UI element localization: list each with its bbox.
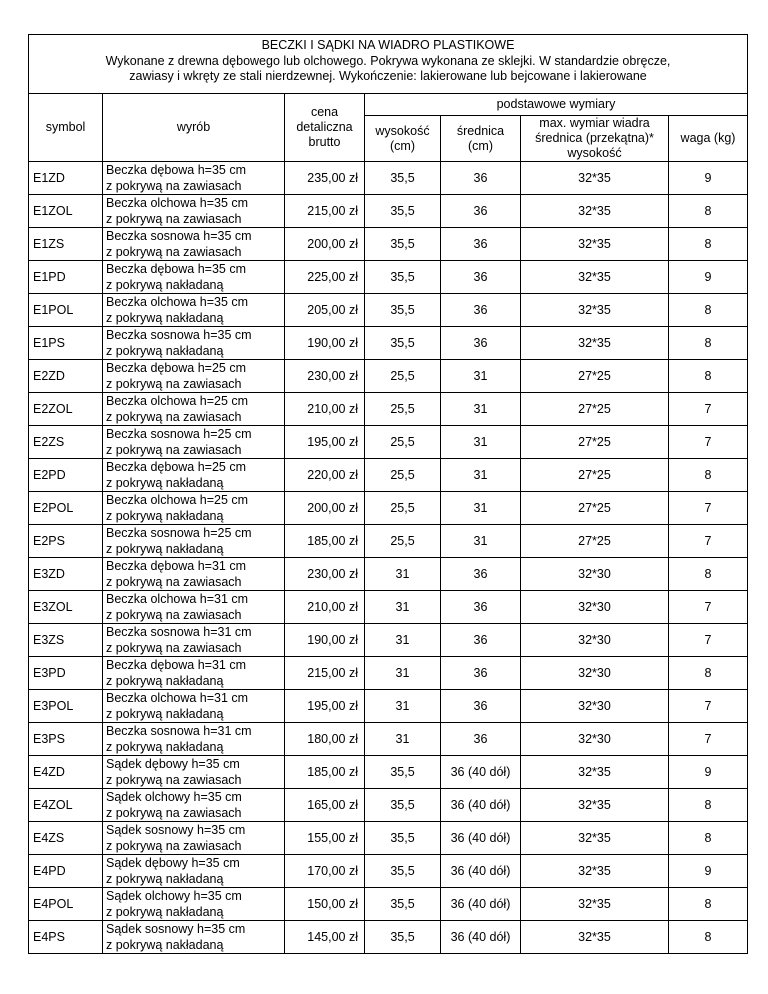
diameter-cell: 36 bbox=[441, 261, 521, 294]
table-row bbox=[29, 624, 748, 657]
price-cell: 195,00 zł bbox=[285, 426, 365, 459]
diameter-header-line2: (cm) bbox=[468, 138, 493, 153]
table-row bbox=[29, 195, 748, 228]
price-cell: 180,00 zł bbox=[285, 723, 365, 756]
product-cell bbox=[103, 723, 285, 756]
bucket-size-cell: 27*25 bbox=[521, 492, 669, 525]
table-row bbox=[29, 822, 748, 855]
bucket-size-cell: 32*35 bbox=[521, 888, 669, 921]
symbol-cell: E3PD bbox=[29, 657, 103, 690]
product-cell bbox=[103, 525, 285, 558]
diameter-cell: 36 bbox=[441, 657, 521, 690]
price-cell: 185,00 zł bbox=[285, 525, 365, 558]
weight-cell: 8 bbox=[669, 822, 748, 855]
product-cell bbox=[103, 195, 285, 228]
diameter-cell: 31 bbox=[441, 492, 521, 525]
height-cell: 35,5 bbox=[365, 195, 441, 228]
diameter-cell: 36 (40 dół) bbox=[441, 822, 521, 855]
product-name: Beczka olchowa h=35 cm bbox=[106, 196, 249, 210]
price-cell: 205,00 zł bbox=[285, 294, 365, 327]
product-name: Beczka dębowa h=25 cm bbox=[106, 361, 247, 375]
symbol-cell: E4POL bbox=[29, 888, 103, 921]
weight-cell: 7 bbox=[669, 426, 748, 459]
symbol-cell: E2ZOL bbox=[29, 393, 103, 426]
table-row bbox=[29, 393, 748, 426]
product-cell bbox=[103, 921, 285, 954]
price-cell: 190,00 zł bbox=[285, 624, 365, 657]
weight-cell: 7 bbox=[669, 492, 748, 525]
price-header bbox=[285, 94, 365, 162]
product-name: Beczka dębowa h=25 cm bbox=[106, 460, 247, 474]
product-lid-type: z pokrywą na zawiasach bbox=[106, 245, 242, 259]
diameter-header-line1: średnica bbox=[456, 123, 505, 138]
product-lid-type: z pokrywą na zawiasach bbox=[106, 377, 242, 391]
bucket-header-line1: max. wymiar wiadra bbox=[539, 116, 650, 130]
product-lid-type: z pokrywą nakładaną bbox=[106, 509, 224, 523]
document-header-row bbox=[29, 35, 748, 94]
weight-cell: 7 bbox=[669, 624, 748, 657]
table-row bbox=[29, 723, 748, 756]
bucket-size-cell: 32*30 bbox=[521, 558, 669, 591]
product-cell bbox=[103, 162, 285, 195]
product-name: Sądek sosnowy h=35 cm bbox=[106, 922, 246, 936]
weight-cell: 8 bbox=[669, 558, 748, 591]
table-row bbox=[29, 789, 748, 822]
height-cell: 31 bbox=[365, 558, 441, 591]
product-lid-type: z pokrywą nakładaną bbox=[106, 872, 224, 886]
diameter-header bbox=[441, 116, 521, 162]
bucket-header-line3: wysokość bbox=[567, 146, 622, 160]
bucket-size-cell: 32*35 bbox=[521, 162, 669, 195]
diameter-cell: 36 bbox=[441, 228, 521, 261]
height-cell: 35,5 bbox=[365, 261, 441, 294]
diameter-cell: 36 (40 dół) bbox=[441, 921, 521, 954]
price-header-line3: brutto bbox=[308, 135, 341, 149]
dimensions-group-header: podstawowe wymiary bbox=[365, 94, 748, 116]
price-table bbox=[28, 34, 748, 954]
price-cell: 190,00 zł bbox=[285, 327, 365, 360]
price-header-line2: detaliczna bbox=[296, 120, 353, 134]
product-cell bbox=[103, 228, 285, 261]
weight-cell: 8 bbox=[669, 228, 748, 261]
table-row bbox=[29, 921, 748, 954]
product-name: Beczka olchowa h=35 cm bbox=[106, 295, 249, 309]
product-cell bbox=[103, 558, 285, 591]
table-row bbox=[29, 888, 748, 921]
diameter-cell: 36 bbox=[441, 162, 521, 195]
symbol-cell: E4ZOL bbox=[29, 789, 103, 822]
table-row bbox=[29, 426, 748, 459]
weight-cell: 8 bbox=[669, 327, 748, 360]
price-cell: 200,00 zł bbox=[285, 492, 365, 525]
height-cell: 35,5 bbox=[365, 327, 441, 360]
symbol-cell: E3POL bbox=[29, 690, 103, 723]
price-cell: 145,00 zł bbox=[285, 921, 365, 954]
symbol-cell: E2POL bbox=[29, 492, 103, 525]
table-row bbox=[29, 657, 748, 690]
diameter-cell: 36 bbox=[441, 723, 521, 756]
price-cell: 195,00 zł bbox=[285, 690, 365, 723]
table-row bbox=[29, 591, 748, 624]
diameter-cell: 36 bbox=[441, 327, 521, 360]
bucket-size-cell: 32*35 bbox=[521, 327, 669, 360]
product-name: Beczka dębowa h=31 cm bbox=[106, 559, 247, 573]
symbol-cell: E2PD bbox=[29, 459, 103, 492]
height-cell: 35,5 bbox=[365, 294, 441, 327]
product-lid-type: z pokrywą nakładaną bbox=[106, 905, 224, 919]
product-lid-type: z pokrywą na zawiasach bbox=[106, 575, 242, 589]
symbol-cell: E4PS bbox=[29, 921, 103, 954]
table-row bbox=[29, 525, 748, 558]
price-cell: 185,00 zł bbox=[285, 756, 365, 789]
product-name: Beczka dębowa h=35 cm bbox=[106, 262, 247, 276]
table-row bbox=[29, 294, 748, 327]
height-cell: 35,5 bbox=[365, 789, 441, 822]
symbol-cell: E2ZS bbox=[29, 426, 103, 459]
column-header-row-1 bbox=[29, 94, 748, 116]
product-cell bbox=[103, 624, 285, 657]
height-cell: 35,5 bbox=[365, 921, 441, 954]
bucket-header-line2: średnica (przekątna)* bbox=[535, 131, 654, 145]
product-cell bbox=[103, 888, 285, 921]
height-cell: 31 bbox=[365, 657, 441, 690]
diameter-cell: 36 bbox=[441, 558, 521, 591]
product-name: Beczka sosnowa h=35 cm bbox=[106, 229, 252, 243]
product-name: Beczka olchowa h=25 cm bbox=[106, 493, 249, 507]
symbol-cell: E4ZD bbox=[29, 756, 103, 789]
product-cell bbox=[103, 294, 285, 327]
price-cell: 235,00 zł bbox=[285, 162, 365, 195]
diameter-cell: 36 (40 dół) bbox=[441, 756, 521, 789]
bucket-size-cell: 27*25 bbox=[521, 426, 669, 459]
height-cell: 35,5 bbox=[365, 228, 441, 261]
diameter-cell: 31 bbox=[441, 459, 521, 492]
bucket-size-cell: 32*30 bbox=[521, 690, 669, 723]
height-cell: 31 bbox=[365, 723, 441, 756]
product-name: Beczka olchowa h=25 cm bbox=[106, 394, 249, 408]
product-name: Beczka olchowa h=31 cm bbox=[106, 691, 249, 705]
symbol-header: symbol bbox=[29, 94, 103, 162]
height-cell: 25,5 bbox=[365, 426, 441, 459]
product-name: Beczka sosnowa h=31 cm bbox=[106, 625, 252, 639]
diameter-cell: 31 bbox=[441, 426, 521, 459]
table-row bbox=[29, 492, 748, 525]
product-name: Beczka olchowa h=31 cm bbox=[106, 592, 249, 606]
product-name: Sądek sosnowy h=35 cm bbox=[106, 823, 246, 837]
weight-header: waga (kg) bbox=[669, 116, 748, 162]
product-lid-type: z pokrywą na zawiasach bbox=[106, 806, 242, 820]
bucket-size-cell: 32*30 bbox=[521, 591, 669, 624]
diameter-cell: 36 (40 dół) bbox=[441, 888, 521, 921]
price-cell: 215,00 zł bbox=[285, 657, 365, 690]
product-cell bbox=[103, 690, 285, 723]
price-cell: 200,00 zł bbox=[285, 228, 365, 261]
symbol-cell: E3ZD bbox=[29, 558, 103, 591]
price-sheet bbox=[28, 34, 747, 954]
product-name: Sądek dębowy h=35 cm bbox=[106, 757, 240, 771]
product-name: Beczka sosnowa h=35 cm bbox=[106, 328, 252, 342]
product-lid-type: z pokrywą nakładaną bbox=[106, 311, 224, 325]
symbol-cell: E3ZS bbox=[29, 624, 103, 657]
document-description-line2: zawiasy i wkręty ze stali nierdzewnej. Wykończenie: lakierowane lub bejcowane i lakierowane bbox=[129, 69, 647, 83]
symbol-cell: E4ZS bbox=[29, 822, 103, 855]
table-row bbox=[29, 228, 748, 261]
table-row bbox=[29, 162, 748, 195]
product-name: Beczka sosnowa h=25 cm bbox=[106, 526, 252, 540]
table-row bbox=[29, 459, 748, 492]
product-cell bbox=[103, 789, 285, 822]
height-cell: 35,5 bbox=[365, 822, 441, 855]
price-cell: 170,00 zł bbox=[285, 855, 365, 888]
document-description-line1: Wykonane z drewna dębowego lub olchowego. Pokrywa wykonana ze sklejki. W standardzie obręcze, bbox=[105, 53, 671, 68]
table-row bbox=[29, 756, 748, 789]
product-cell bbox=[103, 756, 285, 789]
price-cell: 155,00 zł bbox=[285, 822, 365, 855]
product-lid-type: z pokrywą na zawiasach bbox=[106, 773, 242, 787]
symbol-cell: E3PS bbox=[29, 723, 103, 756]
product-cell bbox=[103, 327, 285, 360]
weight-cell: 7 bbox=[669, 723, 748, 756]
bucket-size-cell: 32*35 bbox=[521, 921, 669, 954]
product-lid-type: z pokrywą na zawiasach bbox=[106, 179, 242, 193]
weight-cell: 8 bbox=[669, 360, 748, 393]
product-lid-type: z pokrywą nakładaną bbox=[106, 707, 224, 721]
price-cell: 165,00 zł bbox=[285, 789, 365, 822]
product-cell bbox=[103, 591, 285, 624]
diameter-cell: 36 bbox=[441, 591, 521, 624]
product-lid-type: z pokrywą na zawiasach bbox=[106, 212, 242, 226]
table-row bbox=[29, 690, 748, 723]
price-cell: 225,00 zł bbox=[285, 261, 365, 294]
bucket-size-cell: 27*25 bbox=[521, 360, 669, 393]
symbol-cell: E2PS bbox=[29, 525, 103, 558]
product-name: Beczka sosnowa h=25 cm bbox=[106, 427, 252, 441]
symbol-cell: E3ZOL bbox=[29, 591, 103, 624]
weight-cell: 8 bbox=[669, 921, 748, 954]
bucket-size-cell: 32*35 bbox=[521, 855, 669, 888]
diameter-cell: 36 bbox=[441, 690, 521, 723]
weight-cell: 8 bbox=[669, 294, 748, 327]
price-cell: 230,00 zł bbox=[285, 360, 365, 393]
weight-cell: 9 bbox=[669, 756, 748, 789]
weight-cell: 8 bbox=[669, 888, 748, 921]
height-header-line2: (cm) bbox=[390, 138, 415, 153]
table-row bbox=[29, 855, 748, 888]
height-header bbox=[365, 116, 441, 162]
weight-cell: 9 bbox=[669, 855, 748, 888]
height-cell: 35,5 bbox=[365, 162, 441, 195]
product-name: Sądek dębowy h=35 cm bbox=[106, 856, 240, 870]
price-cell: 220,00 zł bbox=[285, 459, 365, 492]
bucket-size-cell: 32*30 bbox=[521, 723, 669, 756]
symbol-cell: E1PS bbox=[29, 327, 103, 360]
height-cell: 31 bbox=[365, 591, 441, 624]
weight-cell: 7 bbox=[669, 591, 748, 624]
price-cell: 215,00 zł bbox=[285, 195, 365, 228]
price-header-line1: cena bbox=[310, 105, 339, 119]
table-row bbox=[29, 327, 748, 360]
height-cell: 31 bbox=[365, 690, 441, 723]
height-cell: 25,5 bbox=[365, 393, 441, 426]
product-name: Sądek olchowy h=35 cm bbox=[106, 889, 242, 903]
product-cell bbox=[103, 393, 285, 426]
bucket-size-cell: 32*35 bbox=[521, 195, 669, 228]
height-cell: 25,5 bbox=[365, 492, 441, 525]
price-cell: 230,00 zł bbox=[285, 558, 365, 591]
bucket-size-cell: 32*35 bbox=[521, 228, 669, 261]
weight-cell: 7 bbox=[669, 525, 748, 558]
product-lid-type: z pokrywą na zawiasach bbox=[106, 608, 242, 622]
price-cell: 210,00 zł bbox=[285, 591, 365, 624]
weight-cell: 9 bbox=[669, 261, 748, 294]
diameter-cell: 36 (40 dół) bbox=[441, 855, 521, 888]
height-cell: 25,5 bbox=[365, 525, 441, 558]
weight-cell: 7 bbox=[669, 393, 748, 426]
bucket-size-cell: 27*25 bbox=[521, 459, 669, 492]
product-cell bbox=[103, 657, 285, 690]
height-header-line1: wysokość bbox=[375, 123, 430, 138]
weight-cell: 8 bbox=[669, 789, 748, 822]
price-cell: 210,00 zł bbox=[285, 393, 365, 426]
height-cell: 25,5 bbox=[365, 459, 441, 492]
diameter-cell: 36 bbox=[441, 624, 521, 657]
bucket-size-cell: 32*35 bbox=[521, 261, 669, 294]
product-name: Beczka sosnowa h=31 cm bbox=[106, 724, 252, 738]
price-cell: 150,00 zł bbox=[285, 888, 365, 921]
product-name: Beczka dębowa h=31 cm bbox=[106, 658, 247, 672]
product-name: Sądek olchowy h=35 cm bbox=[106, 790, 242, 804]
table-row bbox=[29, 360, 748, 393]
diameter-cell: 31 bbox=[441, 525, 521, 558]
product-cell bbox=[103, 261, 285, 294]
product-lid-type: z pokrywą nakładaną bbox=[106, 674, 224, 688]
product-lid-type: z pokrywą nakładaną bbox=[106, 476, 224, 490]
product-cell bbox=[103, 492, 285, 525]
product-header: wyrób bbox=[103, 94, 285, 162]
product-lid-type: z pokrywą na zawiasach bbox=[106, 443, 242, 457]
product-cell bbox=[103, 459, 285, 492]
diameter-cell: 36 bbox=[441, 195, 521, 228]
product-lid-type: z pokrywą na zawiasach bbox=[106, 410, 242, 424]
table-row bbox=[29, 261, 748, 294]
product-lid-type: z pokrywą nakładaną bbox=[106, 344, 224, 358]
product-lid-type: z pokrywą nakładaną bbox=[106, 740, 224, 754]
weight-cell: 8 bbox=[669, 195, 748, 228]
symbol-cell: E1ZD bbox=[29, 162, 103, 195]
bucket-size-cell: 32*35 bbox=[521, 822, 669, 855]
diameter-cell: 36 (40 dół) bbox=[441, 789, 521, 822]
product-cell bbox=[103, 822, 285, 855]
height-cell: 31 bbox=[365, 624, 441, 657]
bucket-size-cell: 27*25 bbox=[521, 525, 669, 558]
symbol-cell: E4PD bbox=[29, 855, 103, 888]
product-lid-type: z pokrywą nakładaną bbox=[106, 938, 224, 952]
height-cell: 35,5 bbox=[365, 888, 441, 921]
weight-cell: 8 bbox=[669, 459, 748, 492]
bucket-size-cell: 32*35 bbox=[521, 756, 669, 789]
weight-cell: 9 bbox=[669, 162, 748, 195]
height-cell: 35,5 bbox=[365, 756, 441, 789]
diameter-cell: 31 bbox=[441, 393, 521, 426]
weight-cell: 7 bbox=[669, 690, 748, 723]
product-cell bbox=[103, 426, 285, 459]
symbol-cell: E1PD bbox=[29, 261, 103, 294]
table-row bbox=[29, 558, 748, 591]
diameter-cell: 36 bbox=[441, 294, 521, 327]
symbol-cell: E1ZOL bbox=[29, 195, 103, 228]
document-title: BECZKI I SĄDKI NA WIADRO PLASTIKOWE bbox=[261, 38, 515, 52]
bucket-size-cell: 32*30 bbox=[521, 657, 669, 690]
product-lid-type: z pokrywą nakładaną bbox=[106, 278, 224, 292]
symbol-cell: E1POL bbox=[29, 294, 103, 327]
bucket-size-cell: 32*35 bbox=[521, 789, 669, 822]
product-cell bbox=[103, 855, 285, 888]
bucket-size-header bbox=[521, 116, 669, 162]
product-cell bbox=[103, 360, 285, 393]
diameter-cell: 31 bbox=[441, 360, 521, 393]
weight-cell: 8 bbox=[669, 657, 748, 690]
product-name: Beczka dębowa h=35 cm bbox=[106, 163, 247, 177]
product-lid-type: z pokrywą na zawiasach bbox=[106, 641, 242, 655]
height-cell: 35,5 bbox=[365, 855, 441, 888]
symbol-cell: E1ZS bbox=[29, 228, 103, 261]
bucket-size-cell: 32*30 bbox=[521, 624, 669, 657]
product-lid-type: z pokrywą nakładaną bbox=[106, 542, 224, 556]
bucket-size-cell: 32*35 bbox=[521, 294, 669, 327]
height-cell: 25,5 bbox=[365, 360, 441, 393]
document-header bbox=[29, 35, 748, 94]
bucket-size-cell: 27*25 bbox=[521, 393, 669, 426]
product-lid-type: z pokrywą na zawiasach bbox=[106, 839, 242, 853]
symbol-cell: E2ZD bbox=[29, 360, 103, 393]
